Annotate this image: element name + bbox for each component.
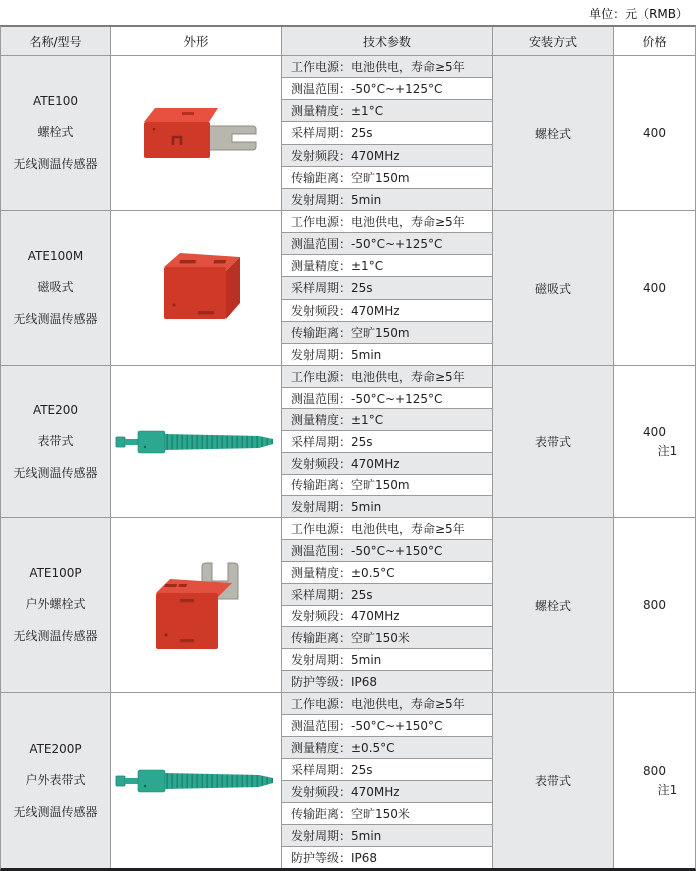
param-row: 工作电源：电池供电，寿命≥5年 <box>282 366 492 388</box>
name-cell <box>1 56 111 210</box>
price-cell <box>614 56 695 210</box>
param-row: 传输距离：空旷150米 <box>282 803 492 825</box>
param-row: 传输距离：空旷150m <box>282 475 492 497</box>
params-cell <box>282 211 493 365</box>
header-cell-price: 价格 <box>614 27 695 55</box>
model-label: ATE100P <box>29 566 82 580</box>
param-row: 采样周期：25s <box>282 759 492 781</box>
params-cell <box>282 56 493 210</box>
price-cell <box>614 693 695 868</box>
param-row: 工作电源：电池供电，寿命≥5年 <box>282 693 492 715</box>
photo-cell <box>111 56 282 210</box>
model-label: ATE100 <box>32 94 79 108</box>
param-row: 发射频段：470MHz <box>282 300 492 322</box>
photo-cell <box>111 693 282 868</box>
param-row: 测温范围：-50°C~+150°C <box>282 540 492 562</box>
type-label: 磁吸式 <box>37 280 74 294</box>
price-value: 400 <box>643 281 666 295</box>
price-note: 注1 <box>657 443 678 458</box>
param-row: 采样周期：25s <box>282 277 492 299</box>
bolt-sensor-photo <box>130 100 262 166</box>
model-label: ATE100M <box>27 249 84 263</box>
header-cell-appearance: 外形 <box>111 27 282 55</box>
model-label: ATE200 <box>32 402 79 417</box>
price-value: 400 <box>643 126 666 140</box>
price-value: 800 <box>643 598 666 612</box>
param-row: 测温范围：-50°C~+150°C <box>282 715 492 737</box>
param-row: 发射频段：470MHz <box>282 145 492 167</box>
price-value: 800 <box>643 763 666 778</box>
name-cell <box>1 518 111 692</box>
table-header-row <box>1 27 695 55</box>
product-row-ate200p <box>1 692 695 868</box>
product-row-ate200 <box>1 365 695 517</box>
param-row: 测量精度：±1°C <box>282 409 492 431</box>
product-row-ate100 <box>1 55 695 210</box>
category-label: 无线测温传感器 <box>13 157 98 171</box>
outdoor-bolt-sensor-photo <box>140 553 252 657</box>
param-row: 发射频段：470MHz <box>282 606 492 628</box>
param-row: 测温范围：-50°C~+125°C <box>282 233 492 255</box>
magnet-sensor-photo <box>144 247 248 329</box>
header-cell-name-model: 名称/型号 <box>1 27 111 55</box>
param-row: 防护等级：IP68 <box>282 847 492 868</box>
price-cell <box>614 518 695 692</box>
price-value: 400 <box>643 424 666 439</box>
name-cell <box>1 693 111 868</box>
spec-table <box>0 25 696 871</box>
price-cell <box>614 366 695 517</box>
type-label: 户外表带式 <box>25 772 86 787</box>
install-cell: 磁吸式 <box>493 211 614 365</box>
param-row: 测温范围：-50°C~+125°C <box>282 388 492 410</box>
install-cell: 螺栓式 <box>493 56 614 210</box>
header-cell-install-method: 安装方式 <box>493 27 614 55</box>
category-label: 无线测温传感器 <box>13 465 98 480</box>
install-cell: 表带式 <box>493 366 614 517</box>
param-row: 发射频段：470MHz <box>282 453 492 475</box>
param-row: 采样周期：25s <box>282 122 492 144</box>
params-cell <box>282 366 493 517</box>
param-row: 工作电源：电池供电，寿命≥5年 <box>282 211 492 233</box>
params-cell <box>282 693 493 868</box>
product-row-ate100p <box>1 517 695 692</box>
strap-sensor-photo <box>113 423 279 461</box>
param-row: 防护等级：IP68 <box>282 671 492 692</box>
param-row: 传输距离：空旷150m <box>282 167 492 189</box>
param-row: 工作电源：电池供电，寿命≥5年 <box>282 56 492 78</box>
category-label: 无线测温传感器 <box>13 804 98 819</box>
outdoor-strap-sensor-photo <box>113 762 279 800</box>
param-row: 采样周期：25s <box>282 431 492 453</box>
unit-label: 单位：元（RMB） <box>589 7 688 21</box>
param-row: 工作电源：电池供电，寿命≥5年 <box>282 518 492 540</box>
param-row: 发射周期：5min <box>282 344 492 365</box>
install-cell: 螺栓式 <box>493 518 614 692</box>
photo-cell <box>111 518 282 692</box>
photo-cell <box>111 366 282 517</box>
model-label: ATE200P <box>29 741 82 756</box>
type-label: 户外螺栓式 <box>25 597 86 611</box>
product-row-ate100m <box>1 210 695 365</box>
category-label: 无线测温传感器 <box>13 312 98 326</box>
param-row: 传输距离：空旷150m <box>282 322 492 344</box>
param-row: 测量精度：±0.5°C <box>282 562 492 584</box>
param-row: 发射周期：5min <box>282 496 492 517</box>
install-cell: 表带式 <box>493 693 614 868</box>
photo-cell <box>111 211 282 365</box>
param-row: 发射周期：5min <box>282 189 492 210</box>
param-row: 传输距离：空旷150米 <box>282 627 492 649</box>
param-row: 采样周期：25s <box>282 584 492 606</box>
price-cell <box>614 211 695 365</box>
param-row: 测温范围：-50°C~+125°C <box>282 78 492 100</box>
param-row: 发射周期：5min <box>282 649 492 671</box>
name-cell <box>1 366 111 517</box>
category-label: 无线测温传感器 <box>13 629 98 643</box>
name-cell <box>1 211 111 365</box>
param-row: 测量精度：±1°C <box>282 255 492 277</box>
price-note: 注1 <box>657 782 678 797</box>
params-cell <box>282 518 493 692</box>
param-row: 发射频段：470MHz <box>282 781 492 803</box>
param-row: 测量精度：±1°C <box>282 100 492 122</box>
type-label: 表带式 <box>37 433 74 448</box>
type-label: 螺栓式 <box>37 125 74 139</box>
param-row: 测量精度：±0.5°C <box>282 737 492 759</box>
header-cell-tech-params: 技术参数 <box>282 27 493 55</box>
param-row: 发射周期：5min <box>282 825 492 847</box>
